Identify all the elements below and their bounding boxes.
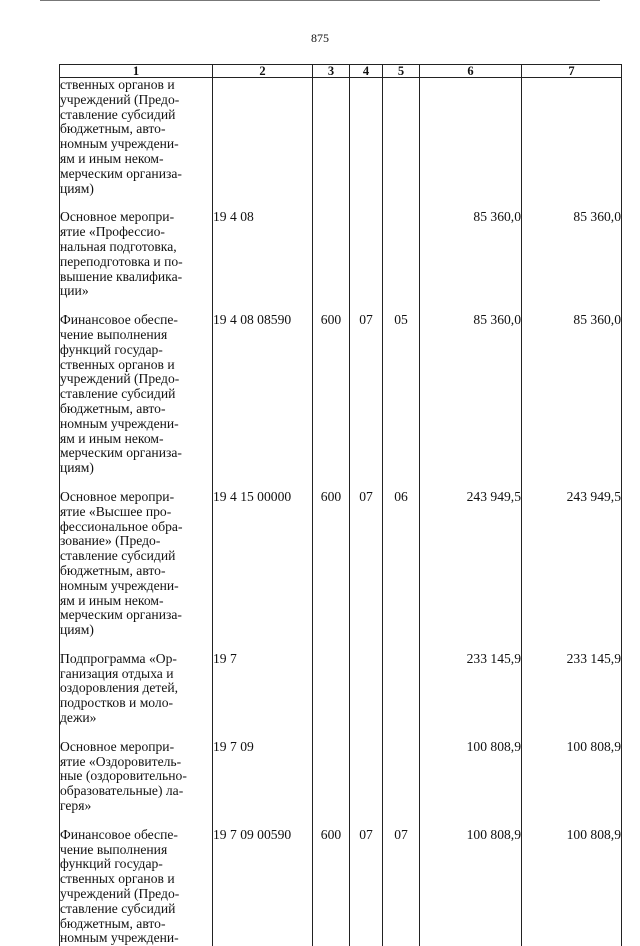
page-number: 875 — [311, 31, 329, 45]
table-row — [60, 740, 622, 828]
row-section — [350, 652, 383, 740]
row-section: 07 — [350, 313, 383, 490]
row-subsection — [383, 210, 420, 313]
row-code: 19 7 — [213, 652, 313, 740]
row-amount-2: 100 808,9 — [522, 828, 622, 946]
row-expense-type — [313, 210, 350, 313]
col-header-1: 1 — [60, 65, 213, 78]
row-name: Подпрограмма «Ор- ганизация отдыха и оздоровления детей, подростков и моло- дежи» — [60, 652, 213, 740]
row-amount-1: 100 808,9 — [420, 740, 522, 828]
row-amount-2: 100 808,9 — [522, 740, 622, 828]
row-section: 07 — [350, 490, 383, 652]
row-subsection: 06 — [383, 490, 420, 652]
row-code — [213, 78, 313, 211]
row-name: Финансовое обеспе- чение выполнения функций государ- ственных органов и учреждений (Предо- ставление субсидий бюджетным, авто- номным учреждени- — [60, 828, 213, 946]
table-row — [60, 210, 622, 313]
row-section: 07 — [350, 828, 383, 946]
row-amount-2: 243 949,5 — [522, 490, 622, 652]
budget-table — [59, 64, 622, 946]
table-row — [60, 78, 622, 211]
row-expense-type: 600 — [313, 490, 350, 652]
column-number-header — [60, 65, 622, 78]
col-header-6: 6 — [420, 65, 522, 78]
row-subsection — [383, 740, 420, 828]
table-row — [60, 828, 622, 946]
row-code: 19 4 15 00000 — [213, 490, 313, 652]
row-subsection — [383, 652, 420, 740]
table-row — [60, 490, 622, 652]
col-header-4: 4 — [350, 65, 383, 78]
col-header-2: 2 — [213, 65, 313, 78]
row-amount-1: 85 360,0 — [420, 210, 522, 313]
row-subsection — [383, 78, 420, 211]
row-subsection: 05 — [383, 313, 420, 490]
row-expense-type — [313, 652, 350, 740]
row-amount-2: 233 145,9 — [522, 652, 622, 740]
row-expense-type — [313, 740, 350, 828]
row-code: 19 4 08 08590 — [213, 313, 313, 490]
row-section — [350, 740, 383, 828]
row-amount-1: 100 808,9 — [420, 828, 522, 946]
row-code: 19 7 09 00590 — [213, 828, 313, 946]
row-amount-2 — [522, 78, 622, 211]
table-row — [60, 313, 622, 490]
row-amount-1: 233 145,9 — [420, 652, 522, 740]
row-amount-1 — [420, 78, 522, 211]
col-header-7: 7 — [522, 65, 622, 78]
table-row — [60, 652, 622, 740]
row-name: Основное меропри- ятие «Оздоровитель- ные (оздоровительно- образовательные) ла- геря» — [60, 740, 213, 828]
row-amount-1: 85 360,0 — [420, 313, 522, 490]
row-section — [350, 78, 383, 211]
col-header-3: 3 — [313, 65, 350, 78]
row-name: Основное меропри- ятие «Профессио- нальная подготовка, переподготовка и по- вышение квалифика- ции» — [60, 210, 213, 313]
row-name: ственных органов и учреждений (Предо- ставление субсидий бюджетным, авто- номным учреждени- ям и иным неком- мерческим организа- циям) — [60, 78, 213, 211]
row-expense-type: 600 — [313, 313, 350, 490]
row-amount-2: 85 360,0 — [522, 210, 622, 313]
row-code: 19 7 09 — [213, 740, 313, 828]
row-subsection: 07 — [383, 828, 420, 946]
row-section — [350, 210, 383, 313]
col-header-5: 5 — [383, 65, 420, 78]
row-expense-type: 600 — [313, 828, 350, 946]
row-code: 19 4 08 — [213, 210, 313, 313]
row-amount-2: 85 360,0 — [522, 313, 622, 490]
row-name: Основное меропри- ятие «Высшее про- фессиональное обра- зование» (Предо- ставление субсидий бюджетным, авто- номным учреждени- ям и иным неком- мерческим организа- циям) — [60, 490, 213, 652]
top-scan-rule — [40, 0, 600, 1]
row-name: Финансовое обеспе- чение выполнения функций государ- ственных органов и учреждений (Предо- ставление субсидий бюджетным, авто- номным учреждени- ям и иным неком- мерческим организа- циям) — [60, 313, 213, 490]
row-expense-type — [313, 78, 350, 211]
row-amount-1: 243 949,5 — [420, 490, 522, 652]
